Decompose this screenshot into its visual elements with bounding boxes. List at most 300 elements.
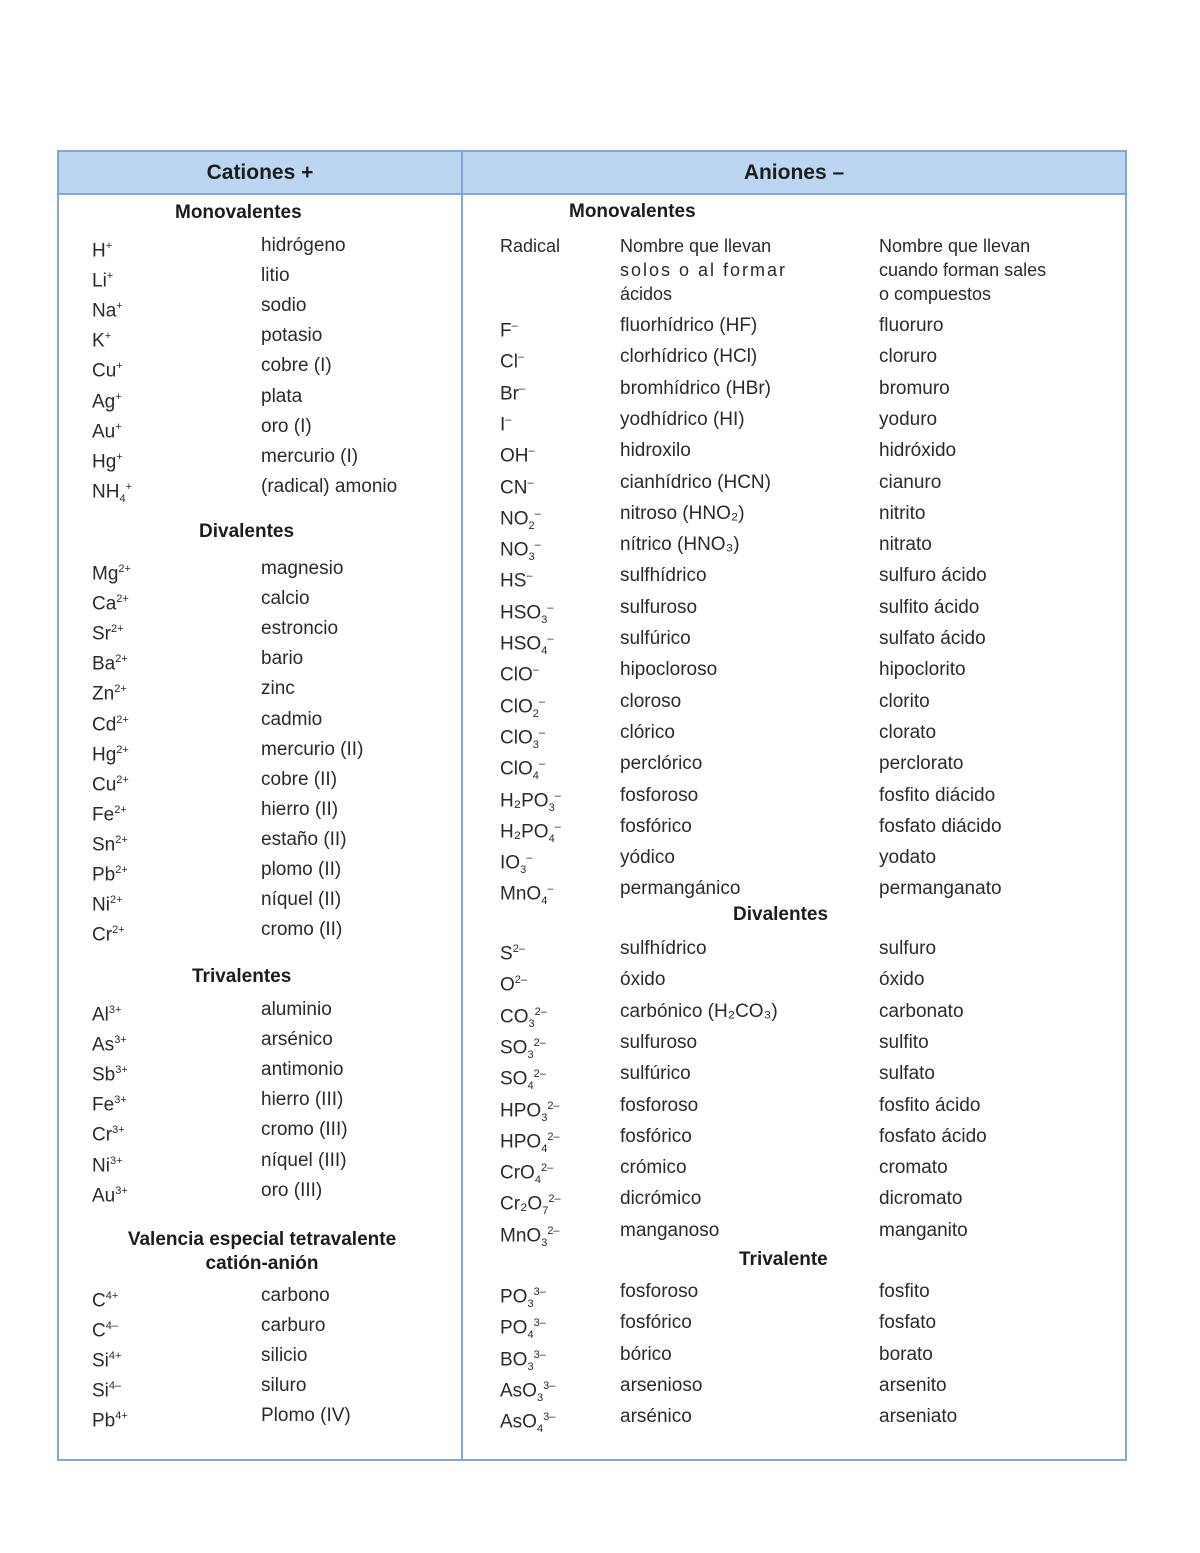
ion-charge: 2–: [512, 943, 525, 955]
ion-subscript: 4: [527, 1080, 534, 1093]
ion-symbol: Cr: [92, 924, 113, 946]
ion-charge: 2+: [116, 743, 129, 756]
ion-symbol: CO: [500, 1005, 529, 1027]
ion-formula: [92, 1314, 118, 1343]
anion-row: [463, 658, 1123, 688]
anion-acid-name: cianhídrico (HCN): [620, 471, 771, 493]
cation-row: [59, 557, 459, 587]
cation-row: [59, 1179, 459, 1209]
ion-charge: 2+: [116, 713, 129, 726]
cation-row: [59, 415, 459, 445]
cation-name: siluro: [261, 1375, 307, 1397]
cation-name: mercurio (I): [261, 445, 359, 467]
ion-charge: 3+: [115, 1184, 128, 1197]
ion-symbol: NO: [500, 539, 529, 561]
anion-acid-name: fosforoso: [620, 1094, 699, 1116]
anion-row: [463, 314, 1123, 344]
ion-formula: [500, 1405, 555, 1441]
anion-row: [463, 1062, 1123, 1092]
anion-acid-name: manganoso: [620, 1219, 720, 1241]
cation-name: plata: [261, 385, 303, 407]
ion-formula: [92, 385, 122, 414]
ion-symbol: ClO: [500, 695, 533, 717]
ion-formula: [500, 439, 535, 468]
anion-salt-name: yodato: [879, 847, 937, 869]
ion-subscript: 3: [528, 551, 535, 564]
ion-charge: 2+: [111, 623, 124, 636]
anion-salt-name: dicromato: [879, 1188, 963, 1210]
tetravalente-title-line2: catión-anión: [205, 1253, 319, 1274]
ion-subscript: 4: [548, 832, 555, 845]
ion-formula: [92, 1088, 127, 1117]
cation-name: aluminio: [261, 999, 332, 1020]
ion-charge: 2–: [533, 1068, 546, 1081]
ion-charge: 4–: [108, 1380, 122, 1393]
acid-name-col-header: [620, 234, 787, 306]
ion-formula: [500, 345, 524, 374]
ion-charge: –: [547, 883, 554, 896]
ion-charge: –: [554, 820, 561, 833]
ion-formula: [500, 564, 533, 593]
anion-salt-name: bromuro: [879, 377, 950, 399]
cation-name: hierro (III): [261, 1089, 344, 1111]
anion-salt-name: arsenito: [879, 1374, 947, 1396]
ion-formula: [92, 415, 122, 444]
ion-charge: 2–: [533, 1036, 546, 1049]
ion-symbol: NO: [500, 508, 529, 530]
ion-subscript: 7: [542, 1205, 549, 1218]
ion-formula: [500, 314, 518, 343]
cation-name: estaño (II): [261, 828, 347, 850]
ion-formula: [92, 677, 127, 706]
anion-row: [463, 1031, 1123, 1061]
anion-salt-name: cromato: [879, 1157, 948, 1179]
anion-acid-name: sulfhídrico: [620, 938, 707, 959]
anion-salt-name: borato: [879, 1343, 933, 1365]
cation-row: [59, 234, 459, 264]
anion-salt-name: hipoclorito: [879, 659, 966, 681]
ion-subscript: 4: [532, 770, 539, 783]
cation-row: [59, 385, 459, 415]
anion-salt-name: fosfato: [879, 1312, 937, 1334]
anion-acid-name: clorhídrico (HCl): [620, 346, 758, 368]
cation-name: hidrógeno: [261, 235, 346, 256]
cation-row: [59, 1118, 459, 1148]
ion-charge: –: [528, 445, 535, 458]
ion-subscript: 3: [527, 1049, 534, 1062]
ion-charge: 2+: [115, 864, 128, 876]
cation-name: zinc: [261, 678, 295, 700]
ion-charge: –: [547, 633, 554, 645]
anion-salt-name: fosfato diácido: [879, 815, 1002, 837]
ion-charge: –: [554, 789, 561, 802]
anion-acid-name: nítrico (HNO₃): [620, 534, 740, 556]
anion-salt-name: sulfito ácido: [879, 596, 980, 618]
ion-charge: 2+: [115, 833, 128, 846]
ion-subscript: 4: [534, 1174, 541, 1187]
ion-formula: [500, 471, 534, 500]
ion-charge: –: [547, 601, 554, 614]
ion-charge: 3–: [533, 1348, 546, 1361]
cation-name: bario: [261, 648, 304, 670]
anion-acid-name: bromhídrico (HBr): [620, 377, 771, 399]
ion-symbol: PO: [500, 1286, 528, 1308]
ion-symbol: IO: [500, 852, 521, 874]
ion-charge: 2+: [114, 803, 127, 816]
ion-symbol: Fe: [92, 1094, 115, 1116]
ion-symbol: HS: [500, 570, 527, 592]
cation-row: [59, 1374, 459, 1404]
ion-symbol: Ca: [92, 593, 117, 615]
ion-symbol: F: [500, 320, 512, 342]
anion-acid-name: nitroso (HNO₂): [620, 502, 745, 524]
anion-acid-name: fosforoso: [620, 784, 699, 806]
ion-subscript: 4: [541, 895, 548, 908]
ion-charge: +: [104, 330, 112, 343]
ion-subscript: 3: [548, 801, 555, 814]
tetravalente-title-line1: Valencia especial tetravalente: [127, 1229, 397, 1250]
cation-row: [59, 888, 459, 918]
anion-salt-name: fosfato ácido: [879, 1125, 987, 1147]
ion-table: [57, 150, 1127, 1461]
ion-symbol: Cu: [92, 774, 117, 796]
ion-symbol: SO: [500, 1037, 528, 1059]
ion-symbol: BO: [500, 1348, 528, 1370]
anion-acid-name: perclórico: [620, 753, 703, 775]
ion-formula: [92, 647, 128, 676]
anion-acid-name: arsenioso: [620, 1374, 703, 1396]
ion-symbol: PO: [500, 1317, 528, 1339]
cation-row: [59, 647, 459, 677]
anion-row: [463, 1125, 1123, 1155]
cation-name: magnesio: [261, 558, 344, 579]
anion-acid-name: carbónico (H₂CO₃): [620, 1000, 778, 1022]
cation-name: Plomo (IV): [261, 1405, 351, 1427]
ion-symbol: H₂PO: [500, 789, 549, 811]
ion-subscript: 4: [527, 1329, 534, 1342]
cation-name: cadmio: [261, 708, 323, 730]
anion-salt-name: sulfato: [879, 1063, 935, 1085]
anions-trivalente-title: Trivalente: [739, 1249, 828, 1270]
anion-row: [463, 752, 1123, 782]
ion-symbol: Fe: [92, 804, 115, 826]
ion-charge: 3–: [533, 1317, 546, 1330]
anions-header: Aniones –: [463, 152, 1125, 195]
ion-charge: +: [115, 390, 122, 403]
ion-symbol: SO: [500, 1068, 528, 1090]
anion-salt-name: sulfuro: [879, 938, 937, 959]
ion-charge: 2–: [547, 1224, 560, 1237]
anion-salt-name: cloruro: [879, 346, 938, 368]
anion-salt-name: clorato: [879, 721, 937, 743]
ion-subscript: 2: [528, 519, 535, 532]
anion-salt-name: fluoruro: [879, 315, 944, 336]
ion-subscript: 3: [527, 1360, 534, 1373]
ion-symbol: Sb: [92, 1064, 116, 1086]
ion-charge: –: [527, 476, 534, 489]
cation-row: [59, 445, 459, 475]
ion-charge: 2+: [116, 773, 129, 786]
ion-subscript: 4: [119, 492, 126, 505]
ion-symbol: MnO: [500, 883, 542, 905]
anion-salt-name: cianuro: [879, 471, 942, 493]
cation-name: calcio: [261, 588, 310, 610]
anion-row: [463, 377, 1123, 407]
anion-salt-name: fosfito: [879, 1281, 930, 1302]
anions-monovalentes-title: Monovalentes: [569, 201, 696, 222]
ion-symbol: Na: [92, 300, 117, 322]
ion-symbol: Mg: [92, 563, 119, 585]
anion-row: [463, 877, 1123, 907]
ion-charge: 4+: [105, 1290, 119, 1302]
ion-formula: [92, 1284, 118, 1313]
ion-symbol: Ag: [92, 390, 116, 412]
ion-symbol: Si: [92, 1380, 109, 1402]
ion-formula: [92, 768, 129, 797]
ion-charge: –: [511, 320, 518, 332]
cation-row: [59, 998, 459, 1028]
ion-formula: [92, 998, 121, 1027]
anion-acid-name: yodhídrico (HI): [620, 408, 745, 430]
anion-row: [463, 1219, 1123, 1249]
ion-formula: [500, 1219, 560, 1255]
ion-formula: [500, 877, 553, 913]
ion-charge: +: [115, 420, 122, 433]
ion-formula: [500, 377, 525, 406]
ion-symbol: Ba: [92, 653, 116, 675]
anion-row: [463, 1156, 1123, 1186]
ion-subscript: 2: [532, 707, 539, 720]
cation-row: [59, 1344, 459, 1374]
ion-symbol: C: [92, 1290, 106, 1312]
ion-formula: [92, 324, 111, 353]
salt-header-line1: Nombre que llevan: [879, 236, 1031, 256]
cations-divalentes-title: Divalentes: [199, 521, 295, 542]
anion-row: [463, 690, 1123, 720]
cation-name: cobre (I): [261, 355, 332, 377]
cation-row: [59, 918, 459, 948]
anions-divalentes-title: Divalentes: [733, 904, 829, 925]
ion-charge: 3–: [543, 1411, 556, 1424]
ion-formula: [92, 918, 125, 947]
cation-row: [59, 264, 459, 294]
anion-row: [463, 471, 1123, 501]
radical-col-header: Radical: [500, 236, 561, 256]
ion-symbol: Cd: [92, 713, 117, 735]
cation-name: plomo (II): [261, 859, 342, 880]
cations-header: Cationes +: [59, 152, 461, 195]
anion-acid-name: fosforoso: [620, 1281, 699, 1302]
cation-name: estroncio: [261, 618, 339, 640]
ion-symbol: C: [92, 1320, 106, 1342]
cation-row: [59, 294, 459, 324]
anion-salt-name: nitrito: [879, 502, 926, 524]
ion-symbol: Li: [92, 270, 107, 292]
ion-charge: 3+: [114, 1034, 127, 1047]
anion-acid-name: sulfuroso: [620, 1031, 698, 1053]
ion-symbol: As: [92, 1034, 115, 1056]
anion-row: [463, 1094, 1123, 1124]
anion-row: [463, 1311, 1123, 1341]
ion-charge: 2–: [548, 1193, 561, 1206]
ion-formula: [500, 408, 511, 437]
ion-charge: 2+: [118, 563, 131, 575]
ion-symbol: CN: [500, 476, 528, 498]
ion-charge: 4+: [115, 1410, 128, 1423]
cation-name: antimonio: [261, 1059, 344, 1081]
ion-symbol: AsO: [500, 1380, 537, 1402]
ion-charge: –: [505, 413, 512, 426]
anion-row: [463, 937, 1123, 967]
cation-name: litio: [261, 265, 290, 287]
ion-charge: 2+: [116, 593, 129, 606]
ion-symbol: AsO: [500, 1411, 537, 1433]
cation-row: [59, 858, 459, 888]
acid-header-line1: Nombre que llevan: [620, 236, 772, 256]
ion-charge: 4–: [105, 1320, 118, 1333]
ion-charge: 3+: [114, 1094, 127, 1107]
ion-formula: [92, 475, 132, 511]
ion-charge: 3–: [543, 1379, 556, 1392]
anion-acid-name: sulfúrico: [620, 628, 691, 649]
anion-salt-name: perclorato: [879, 753, 964, 775]
anion-row: [463, 968, 1123, 998]
cation-row: [59, 1404, 459, 1434]
cation-row: [59, 708, 459, 738]
ion-symbol: Au: [92, 420, 116, 442]
anion-row: [463, 1343, 1123, 1373]
cation-row: [59, 1028, 459, 1058]
anion-acid-name: sulfhídrico: [620, 565, 707, 587]
ion-symbol: Al: [92, 1004, 109, 1026]
ion-symbol: H: [92, 240, 106, 262]
ion-formula: [92, 1058, 128, 1087]
ion-formula: [92, 557, 131, 586]
anion-acid-name: bórico: [620, 1343, 672, 1365]
ion-symbol: Pb: [92, 1410, 116, 1432]
cation-row: [59, 324, 459, 354]
anion-salt-name: sulfato ácido: [879, 628, 986, 649]
cation-row: [59, 677, 459, 707]
cation-row: [59, 1058, 459, 1088]
ion-symbol: Ni: [92, 1154, 110, 1176]
anion-acid-name: fluorhídrico (HF): [620, 315, 758, 336]
anion-salt-name: fosfito ácido: [879, 1094, 981, 1116]
cation-name: mercurio (II): [261, 738, 364, 760]
ion-charge: 2–: [540, 1162, 554, 1175]
ion-charge: 3–: [533, 1286, 546, 1298]
anion-salt-name: hidróxido: [879, 440, 957, 462]
anion-salt-name: arseniato: [879, 1406, 958, 1428]
cation-row: [59, 354, 459, 384]
ion-charge: 2+: [115, 653, 128, 666]
cation-row: [59, 1284, 459, 1314]
anion-acid-name: clórico: [620, 721, 675, 743]
anion-acid-name: óxido: [620, 969, 666, 991]
ion-symbol: Hg: [92, 743, 117, 765]
ion-symbol: HSO: [500, 633, 542, 655]
anion-salt-name: permanganato: [879, 878, 1002, 900]
cation-name: (radical) amonio: [261, 475, 398, 497]
ion-charge: –: [534, 507, 541, 520]
ion-charge: –: [519, 382, 526, 395]
ion-subscript: 4: [541, 1142, 548, 1155]
cation-name: cobre (II): [261, 768, 338, 790]
ion-symbol: MnO: [500, 1225, 542, 1247]
salt-header-line3: o compuestos: [879, 284, 992, 304]
ion-charge: 2–: [547, 1130, 560, 1143]
ion-formula: [500, 937, 525, 966]
ion-formula: [92, 1344, 121, 1373]
ion-charge: 2+: [112, 924, 125, 937]
ion-formula: [92, 1028, 127, 1057]
ion-formula: [92, 354, 123, 383]
ion-symbol: Au: [92, 1184, 116, 1206]
anion-row: [463, 1280, 1123, 1310]
cation-name: cromo (III): [261, 1119, 348, 1141]
ion-charge: +: [116, 450, 123, 463]
anion-row: [463, 345, 1123, 375]
anion-row: [463, 1405, 1123, 1435]
anion-row: [463, 815, 1123, 845]
cation-row: [59, 587, 459, 617]
ion-charge: 4+: [108, 1350, 122, 1363]
cation-name: arsénico: [261, 1029, 333, 1051]
anion-acid-name: hipocloroso: [620, 659, 718, 681]
ion-formula: [92, 1118, 125, 1147]
cation-name: níquel (II): [261, 889, 342, 911]
ion-charge: –: [526, 570, 533, 583]
anion-row: [463, 533, 1123, 563]
ion-charge: 2–: [534, 1005, 547, 1018]
ion-charge: 2–: [514, 974, 528, 987]
ion-subscript: 3: [532, 739, 539, 752]
cation-name: sodio: [261, 295, 307, 317]
ion-symbol: Si: [92, 1350, 109, 1372]
ion-symbol: HPO: [500, 1099, 542, 1121]
ion-formula: [92, 445, 123, 474]
ion-subscript: 3: [541, 613, 548, 626]
anion-acid-name: fosfórico: [620, 815, 692, 837]
salt-name-col-header: [879, 234, 1046, 306]
ion-symbol: Zn: [92, 683, 115, 705]
ion-charge: –: [517, 351, 525, 364]
cation-name: silicio: [261, 1345, 308, 1367]
acid-header-line2: solos o al formar: [620, 260, 788, 280]
cation-name: oro (III): [261, 1179, 323, 1201]
ion-symbol: H₂PO: [500, 821, 549, 843]
ion-charge: 3+: [109, 1154, 123, 1167]
anion-row: [463, 1000, 1123, 1030]
ion-charge: 3+: [108, 1004, 122, 1016]
ion-symbol: OH: [500, 445, 529, 467]
anion-salt-name: sulfuro ácido: [879, 565, 987, 587]
anion-acid-name: crómico: [620, 1157, 687, 1179]
ion-symbol: Cl: [500, 351, 518, 373]
anion-row: [463, 564, 1123, 594]
ion-symbol: Sn: [92, 834, 116, 856]
ion-formula: [92, 1404, 128, 1433]
acid-header-line3: ácidos: [620, 284, 673, 304]
cation-row: [59, 738, 459, 768]
ion-formula: [92, 798, 127, 827]
cations-tetravalente-title: [67, 1228, 457, 1276]
ion-formula: [92, 858, 128, 887]
ion-symbol: K: [92, 330, 105, 352]
anion-row: [463, 846, 1123, 876]
ion-charge: –: [532, 664, 539, 677]
ion-symbol: ClO: [500, 664, 533, 686]
